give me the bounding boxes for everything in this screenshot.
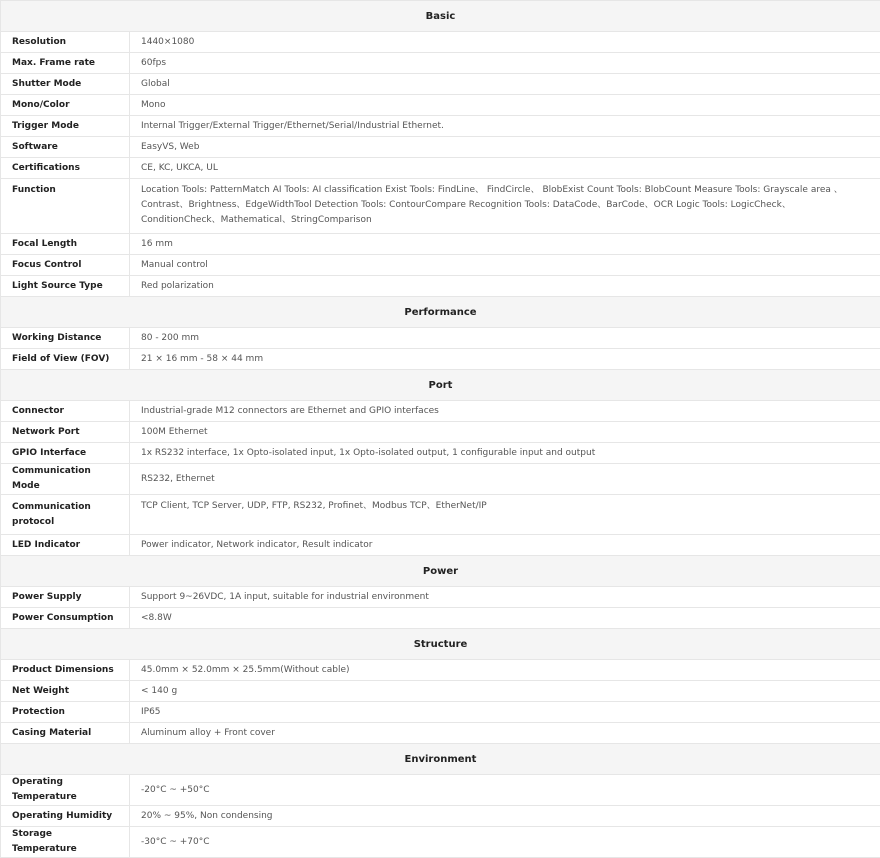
spec-value: CE, KC, UKCA, UL	[130, 158, 880, 179]
spec-row	[1, 587, 880, 608]
spec-row	[1, 464, 880, 495]
section-power	[1, 556, 880, 587]
spec-row	[1, 234, 880, 255]
section-port	[1, 370, 880, 401]
spec-label: GPIO Interface	[1, 443, 130, 464]
spec-label: Communication Mode	[1, 464, 130, 495]
spec-row	[1, 443, 880, 464]
spec-row	[1, 32, 880, 53]
spec-value: 16 mm	[130, 234, 880, 255]
spec-value: Support 9~26VDC, 1A input, suitable for industrial environment	[130, 587, 880, 608]
spec-label: Light Source Type	[1, 276, 130, 297]
spec-row	[1, 535, 880, 556]
spec-row	[1, 806, 880, 827]
spec-row	[1, 328, 880, 349]
spec-label: Power Consumption	[1, 608, 130, 629]
spec-row	[1, 608, 880, 629]
spec-row	[1, 53, 880, 74]
spec-label: Power Supply	[1, 587, 130, 608]
spec-value: Internal Trigger/External Trigger/Ethernet/Serial/Industrial Ethernet.	[130, 116, 880, 137]
spec-label: Casing Material	[1, 723, 130, 744]
spec-label: Network Port	[1, 422, 130, 443]
spec-value: Aluminum alloy + Front cover	[130, 723, 880, 744]
spec-label: Working Distance	[1, 328, 130, 349]
spec-row	[1, 723, 880, 744]
spec-row	[1, 681, 880, 702]
spec-label: LED Indicator	[1, 535, 130, 556]
spec-label: Certifications	[1, 158, 130, 179]
section-performance	[1, 297, 880, 328]
spec-row	[1, 349, 880, 370]
spec-value: 1440×1080	[130, 32, 880, 53]
spec-value: Mono	[130, 95, 880, 116]
spec-label: Operating Temperature	[1, 775, 130, 806]
spec-value: 45.0mm × 52.0mm × 25.5mm(Without cable)	[130, 660, 880, 681]
spec-row	[1, 116, 880, 137]
spec-label: Resolution	[1, 32, 130, 53]
spec-label: Operating Humidity	[1, 806, 130, 827]
spec-label: Focal Length	[1, 234, 130, 255]
spec-value: RS232, Ethernet	[130, 464, 880, 495]
spec-value: EasyVS, Web	[130, 137, 880, 158]
section-title: Basic	[1, 1, 880, 32]
spec-value: Global	[130, 74, 880, 95]
spec-label: Communication protocol	[1, 495, 130, 535]
spec-row	[1, 179, 880, 234]
spec-label: Connector	[1, 401, 130, 422]
spec-label: Storage Temperature	[1, 827, 130, 858]
section-structure	[1, 629, 880, 660]
spec-value: 100M Ethernet	[130, 422, 880, 443]
spec-row	[1, 276, 880, 297]
section-environment	[1, 744, 880, 775]
spec-row	[1, 827, 880, 858]
spec-label: Field of View (FOV)	[1, 349, 130, 370]
spec-value: 1x RS232 interface, 1x Opto-isolated input, 1x Opto-isolated output, 1 configurable input and output	[130, 443, 880, 464]
spec-row	[1, 255, 880, 276]
section-title: Environment	[1, 744, 880, 775]
spec-value: 20% ~ 95%, Non condensing	[130, 806, 880, 827]
spec-row	[1, 95, 880, 116]
spec-value: Location Tools: PatternMatch AI Tools: AI classification Exist Tools: FindLine、 FindCircle、 BlobExist Count Tools: BlobCount Measure Tools: Grayscale area 、Contrast、Brightness、EdgeWidthTool Detection Tools: ContourCompare Recognition Tools: DataCode、BarCode、OCR Logic Tools: LogicCheck、ConditionCheck、Mathematical、StringComparison	[130, 179, 880, 234]
section-title: Power	[1, 556, 880, 587]
spec-label: Product Dimensions	[1, 660, 130, 681]
spec-value: Red polarization	[130, 276, 880, 297]
spec-row	[1, 660, 880, 681]
spec-value: -30°C ~ +70°C	[130, 827, 880, 858]
section-title: Port	[1, 370, 880, 401]
section-title: Performance	[1, 297, 880, 328]
spec-value: Industrial-grade M12 connectors are Ethernet and GPIO interfaces	[130, 401, 880, 422]
spec-value: Power indicator, Network indicator, Result indicator	[130, 535, 880, 556]
spec-value: 80 - 200 mm	[130, 328, 880, 349]
spec-value: <8.8W	[130, 608, 880, 629]
spec-label: Max. Frame rate	[1, 53, 130, 74]
spec-label: Software	[1, 137, 130, 158]
spec-label: Mono/Color	[1, 95, 130, 116]
spec-row	[1, 74, 880, 95]
spec-label: Net Weight	[1, 681, 130, 702]
spec-row	[1, 702, 880, 723]
spec-value: IP65	[130, 702, 880, 723]
spec-label: Trigger Mode	[1, 116, 130, 137]
spec-row	[1, 495, 880, 535]
section-title: Structure	[1, 629, 880, 660]
section-basic	[1, 1, 880, 32]
spec-value: 21 × 16 mm - 58 × 44 mm	[130, 349, 880, 370]
spec-value: TCP Client, TCP Server, UDP, FTP, RS232, Profinet、Modbus TCP、EtherNet/IP	[130, 495, 880, 535]
spec-value: < 140 g	[130, 681, 880, 702]
spec-row	[1, 401, 880, 422]
spec-label: Function	[1, 179, 130, 234]
spec-label: Protection	[1, 702, 130, 723]
spec-label: Focus Control	[1, 255, 130, 276]
spec-row	[1, 422, 880, 443]
spec-value: Manual control	[130, 255, 880, 276]
spec-row	[1, 775, 880, 806]
spec-value: -20°C ~ +50°C	[130, 775, 880, 806]
spec-row	[1, 137, 880, 158]
spec-label: Shutter Mode	[1, 74, 130, 95]
spec-value: 60fps	[130, 53, 880, 74]
spec-row	[1, 158, 880, 179]
